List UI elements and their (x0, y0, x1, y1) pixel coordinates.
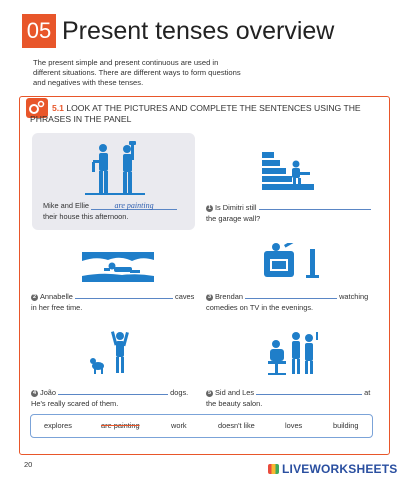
word-option-used[interactable]: are painting (101, 421, 140, 430)
word-option[interactable]: work (171, 421, 187, 430)
page-title: Present tenses overview (62, 17, 335, 45)
logo-text: LIVEWORKSHEETS (282, 462, 398, 476)
intro-text: The present simple and present continuous are used in different situations. There are different ways to form questions and negatives with these tenses. (33, 58, 241, 88)
painters-illustration (85, 140, 145, 198)
word-option[interactable]: building (333, 421, 359, 430)
word-option[interactable]: doesn't like (218, 421, 255, 430)
exercise-instruction-text: LOOK AT THE PICTURES AND COMPLETE THE SENTENCES USING THE PHRASES IN THE PANEL (30, 103, 361, 124)
exercise-number: 5.1 (52, 103, 64, 113)
item-number: 1 (207, 205, 212, 211)
answer-blank-1[interactable] (259, 201, 371, 210)
beauty-salon-illustration (262, 330, 322, 376)
item-number: 5 (207, 390, 212, 396)
word-option[interactable]: loves (285, 421, 303, 430)
sentence-5: 5 Sid and Les at the beauty salon. (206, 388, 371, 408)
answer-blank-5[interactable] (256, 386, 362, 395)
answer-blank-3[interactable] (245, 290, 337, 299)
sentence-3: 3 Brendan watching comedies on TV in the evenings. (206, 292, 369, 312)
example-sentence: Mike and Ellie are painting their house this afternoon. (43, 201, 208, 223)
sentence-4: 4 João dogs. He's really scared of them. (31, 388, 189, 408)
liveworksheets-logo (268, 462, 397, 476)
section-number: 05 (26, 18, 52, 43)
liveworksheets-icon (268, 464, 279, 474)
answer-blank-4[interactable] (58, 386, 168, 395)
exercise-instruction (30, 103, 370, 124)
item-number: 4 (32, 390, 37, 396)
word-option[interactable]: explores (44, 421, 72, 430)
answer-blank[interactable]: are painting (91, 201, 177, 210)
scared-of-dog-illustration (90, 330, 138, 376)
section-number-box (22, 14, 56, 48)
bricklayer-illustration (262, 150, 314, 192)
item-number: 2 (32, 294, 37, 300)
item-number: 3 (207, 294, 212, 300)
sentence-1: 1 Is Dimitri still the garage wall? (206, 201, 371, 225)
page-number: 20 (24, 460, 33, 469)
tv-watching-illustration (262, 243, 322, 283)
answer-blank-2[interactable] (75, 290, 173, 299)
word-panel (30, 414, 373, 438)
caving-illustration (82, 252, 154, 282)
sentence-2: 2 Annabelle caves in her free time. (31, 292, 195, 312)
